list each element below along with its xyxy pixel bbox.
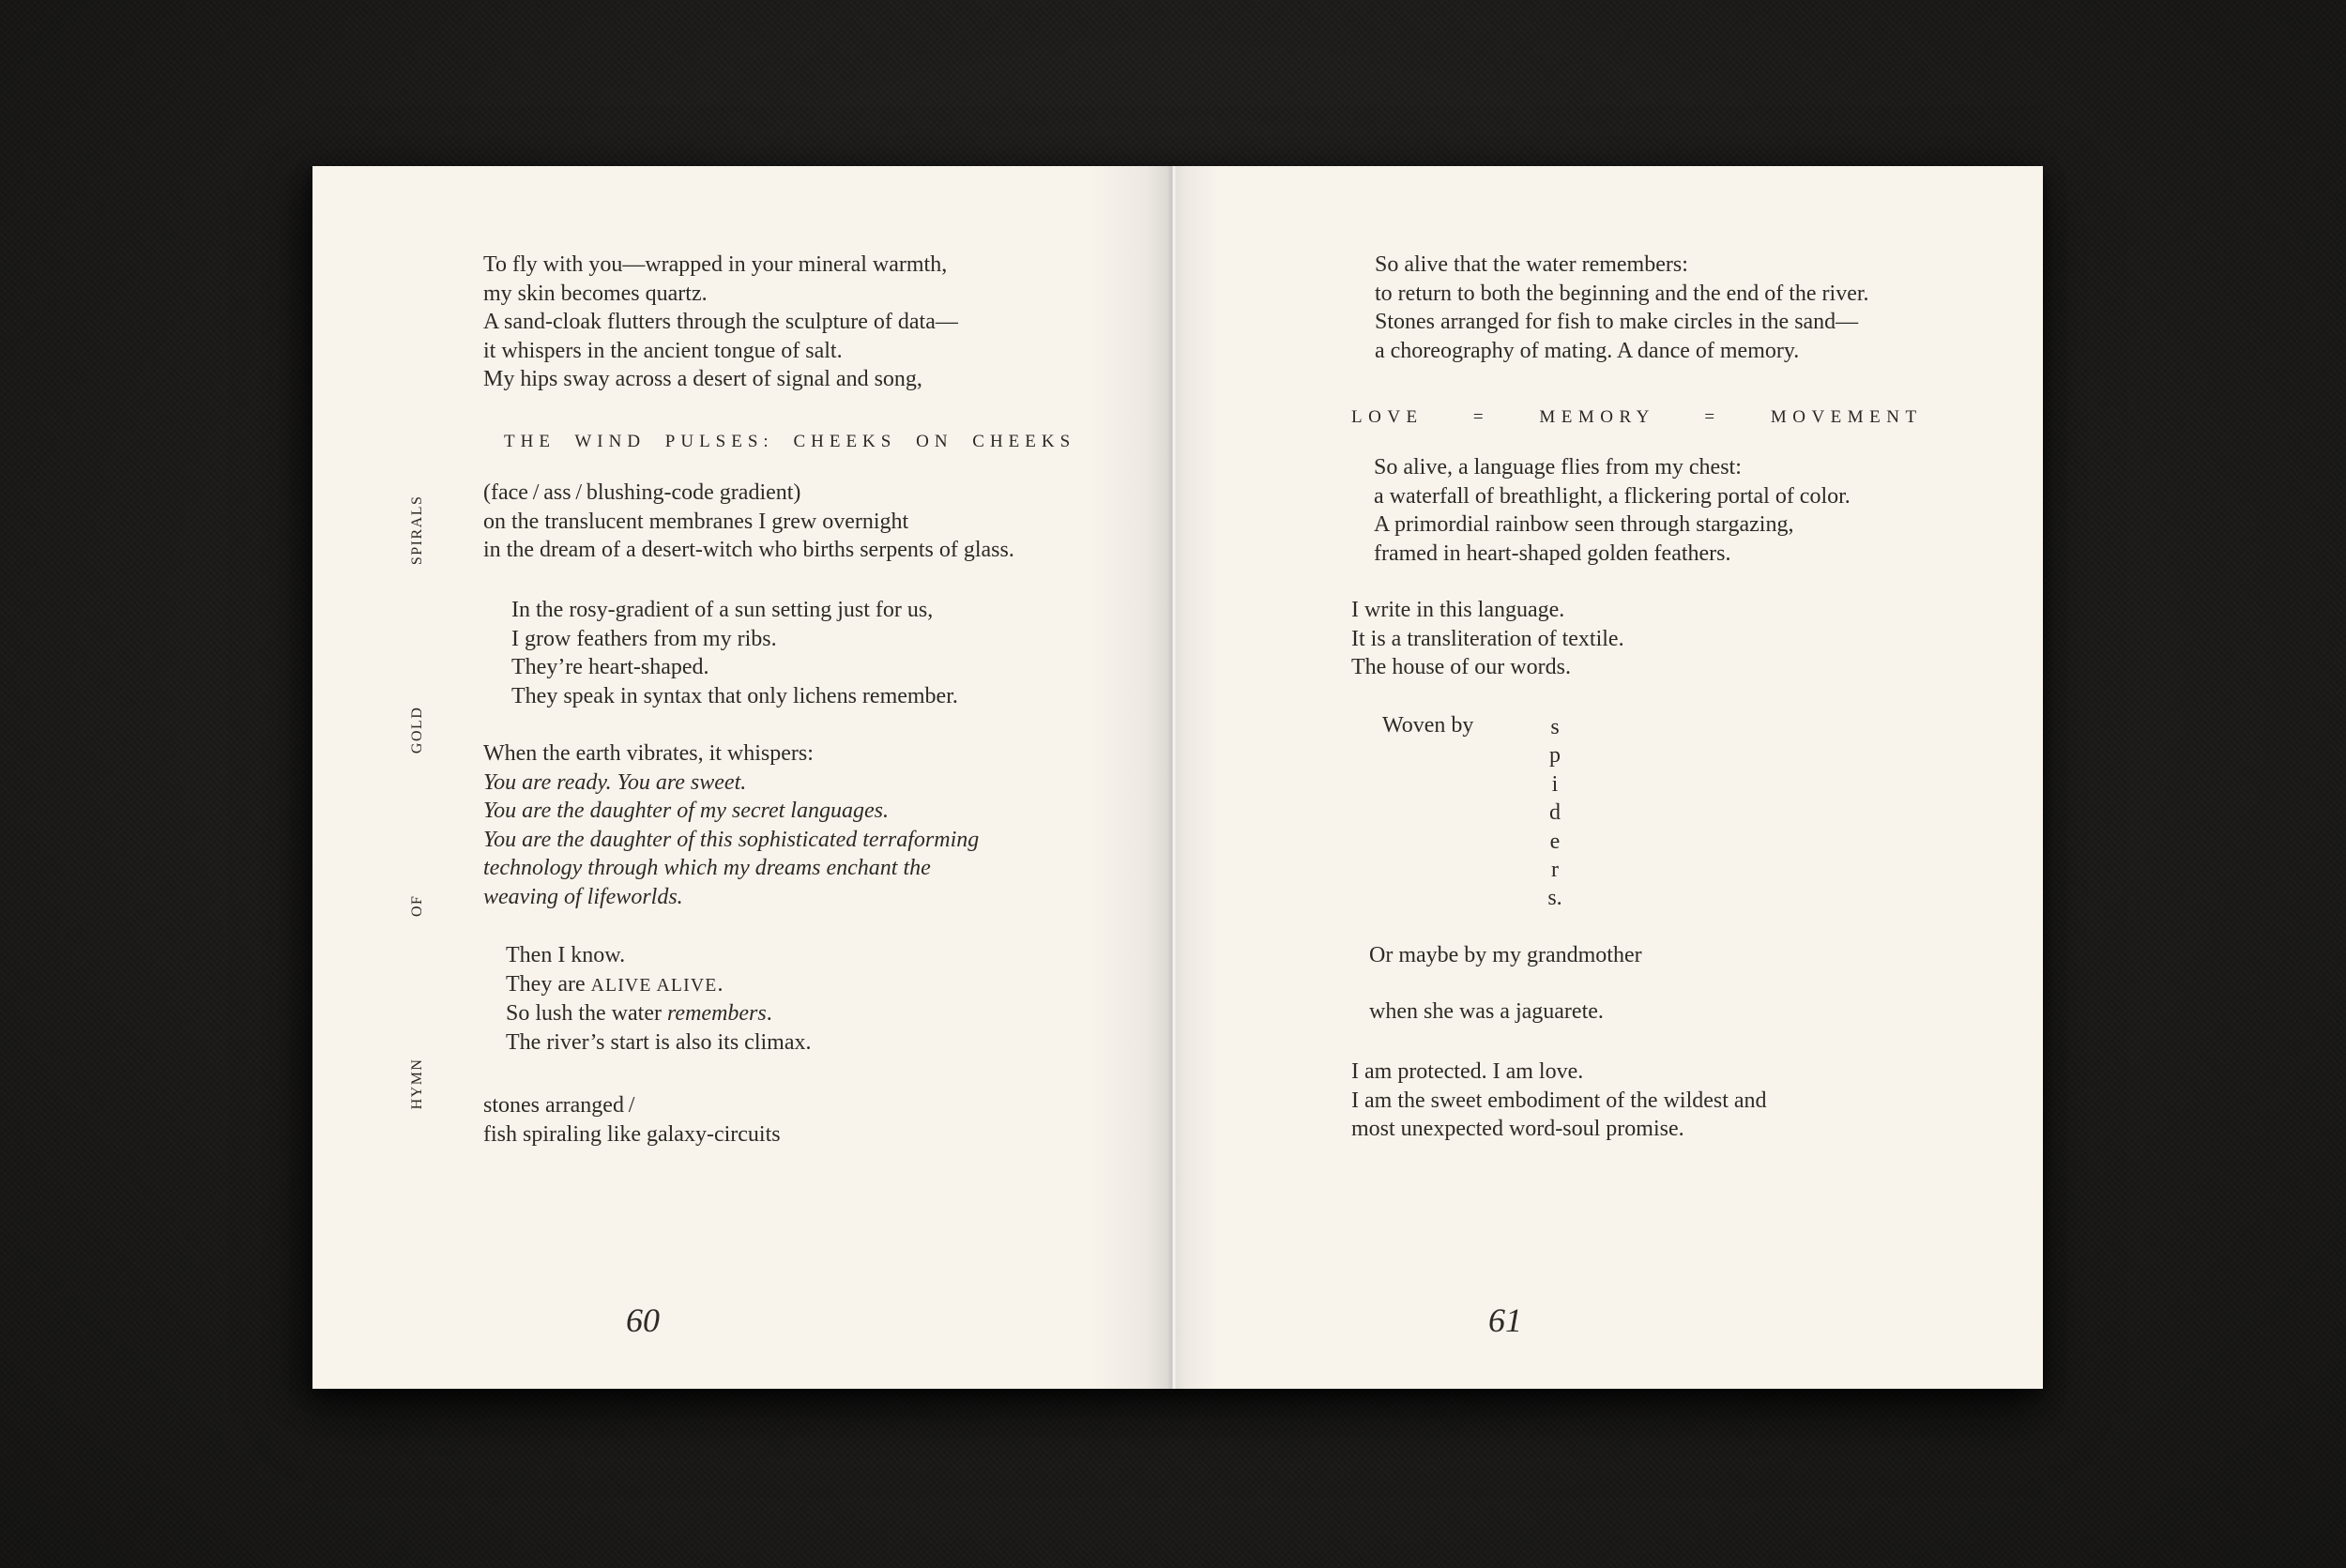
- line-fragment: So lush the water: [506, 1001, 667, 1026]
- poem-line: So alive that the water remembers:: [1375, 252, 1688, 277]
- poem-line: A primordial rainbow seen through stargazing,: [1374, 512, 1794, 537]
- poem-line: (face / ass / blushing-code gradient): [483, 480, 801, 505]
- vertical-word-spiders: [1541, 713, 1569, 913]
- poem-line: Then I know.: [506, 943, 626, 967]
- poem-line-italic: weaving of lifeworlds.: [483, 884, 683, 909]
- stanza-i-am-protected: [1351, 1058, 1767, 1144]
- poem-line-italic: You are the daughter of my secret languages.: [483, 799, 889, 823]
- poem-line: It is a transliteration of textile.: [1351, 626, 1624, 651]
- book-spread: [312, 166, 2043, 1389]
- page-right: [1171, 166, 2043, 1389]
- poem-line: A sand-cloak flutters through the sculpture of data—: [483, 310, 958, 334]
- stanza-rosy-gradient: [511, 596, 958, 710]
- vertical-letter: e: [1549, 829, 1561, 854]
- line-woven-by: Woven by: [1382, 713, 1474, 738]
- poem-line: They speak in syntax that only lichens remember.: [511, 683, 958, 708]
- stanza-earth-vibrates: [483, 739, 979, 911]
- stanza-language-flies: [1374, 453, 1851, 568]
- poem-line: [506, 999, 812, 1028]
- poem-line: They’re heart-shaped.: [511, 655, 709, 679]
- poem-line: To fly with you—wrapped in your mineral warmth,: [483, 252, 948, 277]
- stanza-i-write: [1351, 596, 1624, 682]
- poem-line: a waterfall of breathlight, a flickering portal of color.: [1374, 483, 1851, 509]
- letterspaced-heading-wind-pulses: THE WIND PULSES: CHEEKS ON CHEEKS: [504, 432, 1076, 451]
- poem-line-italic: technology through which my dreams enchant the: [483, 856, 931, 880]
- poem-line: My hips sway across a desert of signal and song,: [483, 367, 922, 391]
- poem-line: on the translucent membranes I grew overnight: [483, 509, 909, 534]
- line-fragment: .: [717, 971, 724, 997]
- vertical-letter: r: [1551, 858, 1559, 883]
- stanza-then-i-know: [506, 941, 812, 1057]
- poem-line-italic: You are ready. You are sweet.: [483, 769, 747, 795]
- line-fragment: .: [766, 1001, 772, 1026]
- poem-line: I grow feathers from my ribs.: [511, 626, 777, 651]
- stanza-stones-arranged: [483, 1091, 781, 1149]
- stanza-water-remembers: [1375, 251, 1869, 365]
- poem-line: most unexpected word-soul promise.: [1351, 1117, 1684, 1141]
- vertical-letter: s: [1550, 715, 1560, 739]
- poem-line: fish spiraling like galaxy-circuits: [483, 1121, 781, 1147]
- page-number-right: 61: [1488, 1302, 1522, 1339]
- poem-line: In the rosy-gradient of a sun setting just for us,: [511, 598, 934, 622]
- poem-line: I am the sweet embodiment of the wildest and: [1351, 1088, 1767, 1113]
- line-grandmother: Or maybe by my grandmother: [1369, 943, 1642, 967]
- vertical-letter: p: [1549, 743, 1561, 769]
- spine-title-vertical: HYMN OF GOLD SPIRALS: [409, 495, 425, 1110]
- poem-line: I am protected. I am love.: [1351, 1059, 1584, 1084]
- poem-line: in the dream of a desert-witch who births serpents of glass.: [483, 538, 1014, 562]
- line-jaguarete: when she was a jaguarete.: [1369, 999, 1604, 1024]
- poem-line: I write in this language.: [1351, 598, 1565, 622]
- poem-line: The river’s start is also its climax.: [506, 1029, 812, 1055]
- poem-line: When the earth vibrates, it whispers:: [483, 741, 814, 766]
- poem-line: to return to both the beginning and the end of the river.: [1375, 281, 1869, 306]
- stanza-face-gradient: [483, 479, 1014, 565]
- stanza-to-fly: [483, 251, 958, 394]
- poem-line: So alive, a language flies from my chest:: [1374, 455, 1742, 480]
- poem-line: framed in heart-shaped golden feathers.: [1374, 540, 1731, 566]
- vertical-letter: s.: [1547, 886, 1562, 911]
- poem-line: Stones arranged for fish to make circles in the sand—: [1375, 310, 1859, 334]
- poem-line: it whispers in the ancient tongue of salt.: [483, 338, 843, 363]
- italic-fragment: remembers: [666, 1001, 767, 1026]
- small-caps-fragment: ALIVE ALIVE: [590, 974, 718, 996]
- poem-line-italic: You are the daughter of this sophisticated terraforming: [483, 827, 980, 852]
- vertical-letter: d: [1549, 800, 1561, 826]
- poem-line: The house of our words.: [1351, 655, 1571, 679]
- poem-line: stones arranged /: [483, 1093, 635, 1118]
- page-left: [312, 166, 1171, 1389]
- vertical-letter: i: [1551, 771, 1559, 797]
- poem-line: a choreography of mating. A dance of memory.: [1375, 338, 1800, 363]
- letterspaced-heading-love-memory-movement: LOVE = MEMORY = MOVEMENT: [1351, 407, 1923, 427]
- poem-line: my skin becomes quartz.: [483, 281, 708, 306]
- page-number-left: 60: [626, 1302, 660, 1339]
- line-fragment: They are: [506, 971, 591, 997]
- poem-line: [506, 970, 812, 1000]
